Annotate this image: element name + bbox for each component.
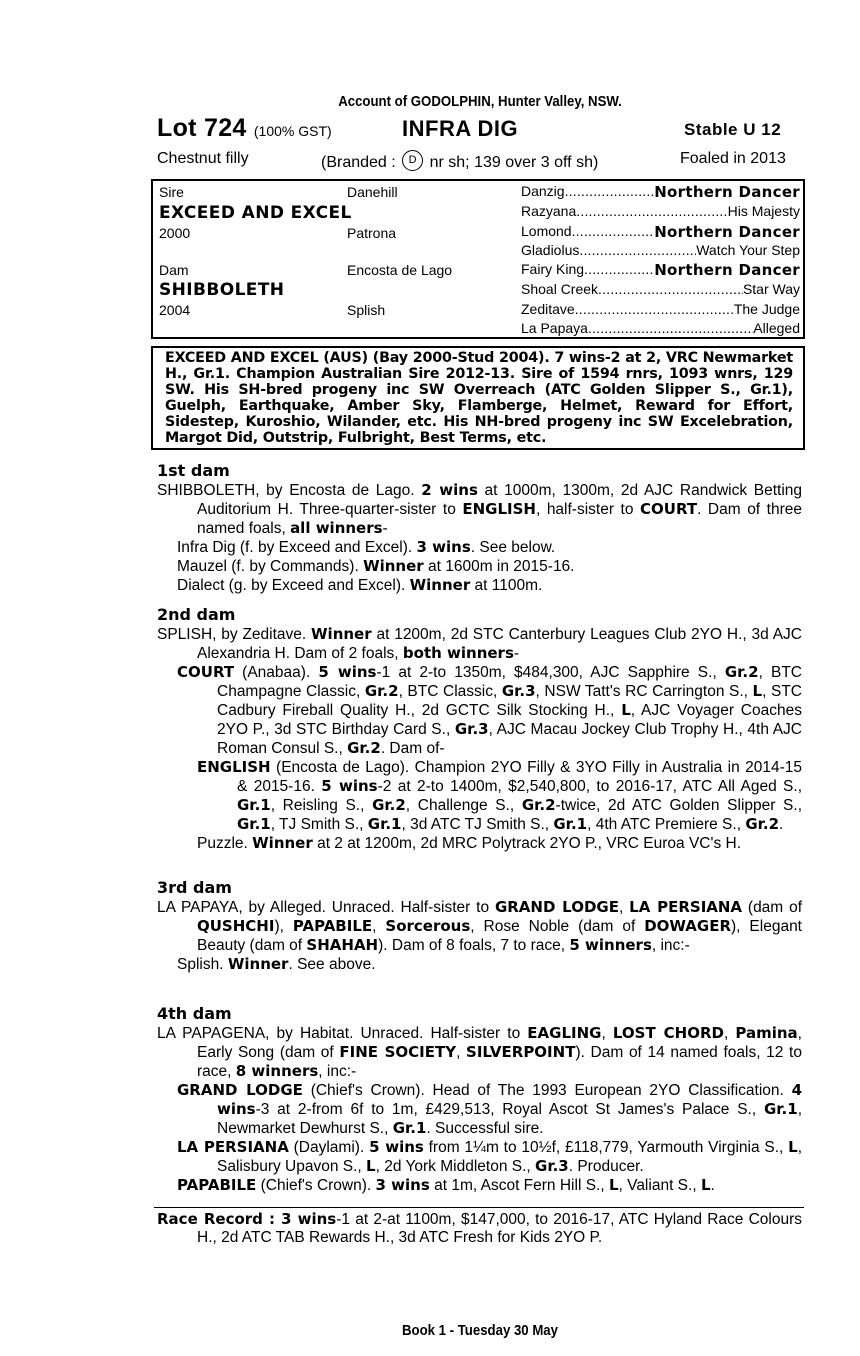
text-segment: (Encosta de Lago). Champion 2YO Filly & 3YO Filly in Australia in 2014-15 & 2015-16. <box>237 759 802 795</box>
brand-suffix: nr sh; 139 over 3 off sh) <box>425 154 599 171</box>
sire-summary-text: EXCEED AND EXCEL (AUS) (Bay 2000-Stud 2004). 7 wins-2 at 2, VRC Newmarket H., Gr.1. Champion Australian Sire 2012-13. Sire of 1594 rnrs, 1093 wnrs, 129 SW. His SH-bred progeny inc SW Overreach (ATC Golden Slipper S., Gr.1), Guelph, Earthquake, Amber Sky, Flamberge, Helmet, Reward for Effort, Sidestep, Kuroshio, Wilander, etc. His NH-bred progeny inc SW Excelebration, Margot Did, Outstrip, Fulbright, Best Terms, etc. <box>165 350 793 446</box>
text-segment: , inc:- <box>318 1063 357 1080</box>
dam-sire: Encosta de Lago <box>347 262 453 278</box>
pedigree-table <box>151 179 805 339</box>
text-segment: (Chief's Crown). Head of The 1993 European 2YO Classification. <box>302 1082 792 1099</box>
text-segment: COURT <box>640 500 698 518</box>
first-dam-heading: 1st dam <box>157 461 230 480</box>
text-segment: SHAHAH <box>306 936 379 954</box>
text-segment: at 1100m. <box>470 577 543 594</box>
text-segment: (dam of <box>742 899 802 916</box>
lot-label: Lot 724 <box>157 114 247 142</box>
foaled-year: Foaled in 2013 <box>680 150 786 167</box>
progeny-dialect <box>157 576 802 595</box>
text-segment: at 2 at 1200m, 2d MRC Polytrack 2YO P., VRC Euroa VC's H. <box>312 835 741 852</box>
text-segment: ), <box>274 918 293 935</box>
english-record <box>157 758 802 834</box>
divider-line <box>154 1207 804 1208</box>
race-record-section <box>157 1210 802 1247</box>
text-segment: Winner <box>409 576 471 594</box>
text-segment: , AJC Voyager Coaches 2YO P., 3d STC Birthday Card S., <box>217 702 802 738</box>
grandparent-sire: Star Way <box>742 281 800 297</box>
puzzle-record <box>157 834 802 853</box>
third-dam-section <box>157 878 802 974</box>
text-segment: , 2d York Middleton S., <box>375 1158 536 1175</box>
text-segment: Gr.3 <box>535 1157 569 1175</box>
text-segment: . Producer. <box>568 1158 644 1175</box>
second-dam-section <box>157 605 802 853</box>
text-segment: SPLISH, by Zeditave. <box>157 626 312 643</box>
leader-dots <box>576 203 727 219</box>
sire-label: Sire <box>159 184 184 200</box>
progeny-infra-dig <box>157 538 802 557</box>
text-segment: L <box>366 1157 376 1175</box>
text-segment: COURT <box>177 663 235 681</box>
gst-note: (100% GST) <box>253 123 332 139</box>
text-segment: Infra Dig (f. by Exceed and Excel). <box>177 539 417 556</box>
text-segment: , half-sister to <box>535 501 641 518</box>
sire-name: EXCEED AND EXCEL <box>159 203 352 223</box>
grandparent-name: Fairy King <box>521 261 585 277</box>
text-segment: , NSW Tatt's RC Carrington S., <box>535 683 753 700</box>
text-segment: 5 wins <box>318 663 377 681</box>
grandparent-row <box>521 242 800 258</box>
fourth-dam-section <box>157 1004 802 1195</box>
text-segment: Gr.1 <box>367 815 402 833</box>
text-segment: ), Elegant Beauty (dam of <box>197 918 802 954</box>
text-segment: 2 wins <box>421 481 478 499</box>
text-segment: GRAND LODGE <box>494 898 619 916</box>
text-segment: DOWAGER <box>644 917 732 935</box>
text-segment: QUSHCHI <box>197 917 275 935</box>
text-segment: 4 wins <box>217 1081 803 1118</box>
text-segment: , BTC Classic, <box>398 683 502 700</box>
grandparent-name: Shoal Creek <box>521 281 599 297</box>
text-segment: Gr.2 <box>372 796 406 814</box>
second-dam-text <box>157 625 802 663</box>
text-segment: -twice, 2d ATC Golden Slipper S., <box>555 797 803 814</box>
text-segment: ). Dam of 8 foals, 7 to race, <box>378 937 570 954</box>
text-segment: Pamina <box>735 1024 798 1042</box>
first-dam-text <box>157 481 802 538</box>
text-segment: Gr.2 <box>364 682 399 700</box>
text-segment: . Dam of three named foals, <box>197 501 802 537</box>
text-segment: Gr.1 <box>553 815 588 833</box>
text-segment: ). Dam of 14 named foals, 12 to race, <box>197 1044 802 1080</box>
dam-dam: Splish <box>347 302 386 318</box>
dam-label: Dam <box>159 262 189 278</box>
grandparent-row <box>521 223 800 241</box>
text-segment: Winner <box>227 955 289 973</box>
text-segment: , <box>372 918 386 935</box>
first-dam-section <box>157 461 802 595</box>
text-segment: , Early Song (dam of <box>197 1025 802 1061</box>
text-segment: , BTC Champagne Classic, <box>217 664 802 700</box>
grandparent-row <box>521 301 800 317</box>
grandparent-name: La Papaya <box>521 320 588 336</box>
grandparent-sire: Alleged <box>753 320 800 336</box>
text-segment: Gr.1 <box>237 815 271 833</box>
text-segment: LA PAPAYA, by Alleged. Unraced. Half-sister to <box>157 899 495 916</box>
text-segment: at 1m, Ascot Fern Hill S., <box>429 1177 609 1194</box>
text-segment: - <box>513 645 520 662</box>
leader-dots <box>579 242 696 258</box>
text-segment: EAGLING <box>527 1024 602 1042</box>
text-segment: 5 winners <box>569 936 652 954</box>
grandparent-sire: Watch Your Step <box>696 242 800 258</box>
text-segment: Mauzel (f. by Commands). <box>177 558 364 575</box>
sire-sire: Danehill <box>347 184 398 200</box>
text-segment: Winner <box>363 557 424 575</box>
text-segment: . Successful sire. <box>426 1120 544 1137</box>
grandparent-row <box>521 183 800 201</box>
text-segment: , inc:- <box>651 937 690 954</box>
dam-name: SHIBBOLETH <box>159 280 285 300</box>
text-segment: , Rose Noble (dam of <box>470 918 645 935</box>
brand-mark-icon: D <box>402 150 423 171</box>
text-segment: (Anabaa). <box>234 664 319 681</box>
la-persiana-record <box>157 1138 802 1176</box>
papabile-record <box>157 1176 802 1195</box>
text-segment: LA PERSIANA <box>629 898 743 916</box>
grandparent-row <box>521 281 800 297</box>
text-segment: at 1200m, 2d STC Canterbury Leagues Club 2YO H., 3d AJC Alexandria H. Dam of 2 foals, <box>197 626 802 662</box>
leader-dots <box>572 223 655 241</box>
vendor-account: Account of GODOLPHIN, Hunter Valley, NSW. <box>338 93 622 110</box>
text-segment: at 1600m in 2015-16. <box>423 558 575 575</box>
third-dam-heading: 3rd dam <box>157 878 232 897</box>
sire-year: 2000 <box>159 225 191 241</box>
grandparent-name: Razyana <box>521 203 577 219</box>
text-segment: Gr.2 <box>745 815 780 833</box>
race-record-text <box>157 1210 802 1247</box>
text-segment: - <box>382 520 388 537</box>
text-segment: Gr.1 <box>237 796 271 814</box>
text-segment: -3 at 2-from 6f to 1m, £429,513, Royal Ascot St James's Palace S., <box>255 1101 764 1118</box>
text-segment: GRAND LODGE <box>177 1081 303 1099</box>
grandparent-name: Lomond <box>521 223 572 239</box>
grandparent-row <box>521 203 800 219</box>
text-segment: PAPABILE <box>292 917 373 935</box>
text-segment: 5 wins <box>369 1138 424 1156</box>
third-dam-text <box>157 898 802 955</box>
grandparent-sire: Northern Dancer <box>654 183 800 201</box>
leader-dots <box>565 183 655 201</box>
text-segment: L <box>608 1176 619 1194</box>
text-segment: ENGLISH <box>197 758 271 776</box>
stable-number: Stable U 12 <box>684 120 782 139</box>
grand-lodge-record <box>157 1081 802 1138</box>
text-segment: , Salisbury Upavon S., <box>217 1139 802 1175</box>
text-segment: -1 at 2-to 1350m, $484,300, AJC Sapphire S., <box>376 664 725 681</box>
text-segment: Gr.2 <box>347 739 381 757</box>
sire-dam: Patrona <box>347 225 397 241</box>
grandparent-row <box>521 261 800 279</box>
text-segment: (Chief's Crown). <box>256 1177 376 1194</box>
grandparent-sire: His Majesty <box>727 203 800 219</box>
text-segment: , Reisling S., <box>270 797 373 814</box>
text-segment: , <box>723 1025 736 1042</box>
text-segment: SHIBBOLETH, by Encosta de Lago. <box>157 482 422 499</box>
brand-prefix: (Branded : <box>321 154 401 171</box>
text-segment: Splish. <box>177 956 228 973</box>
progeny-mauzel <box>157 557 802 576</box>
colour-sex: Chestnut filly <box>157 150 249 167</box>
text-segment: , Newmarket Dewhurst S., <box>217 1101 802 1137</box>
text-segment: Puzzle. <box>197 835 253 852</box>
grandparent-name: Zeditave <box>521 301 575 317</box>
page-footer: Book 1 - Tuesday 30 May <box>401 1322 559 1339</box>
text-segment: all winners <box>290 519 383 537</box>
text-segment: FINE SOCIETY <box>339 1043 457 1061</box>
second-dam-heading: 2nd dam <box>157 605 236 624</box>
text-segment: -2 at 2-to 1400m, $2,540,800, to 2016-17, ATC All Aged S., <box>377 778 802 795</box>
text-segment: Winner <box>252 834 313 852</box>
text-segment: . See above. <box>288 956 376 973</box>
leader-dots <box>598 281 743 297</box>
grandparent-name: Gladiolus <box>521 242 580 258</box>
text-segment: L <box>700 1176 711 1194</box>
text-segment: Gr.1 <box>392 1119 427 1137</box>
text-segment: 8 winners <box>235 1062 319 1080</box>
text-segment: -1 at 2-at 1100m, $147,000, to 2016-17, ATC Hyland Race Colours H., 2d ATC TAB Rewards H., 3d ATC Fresh for Kids 2YO P. <box>197 1211 802 1246</box>
leader-dots <box>575 301 734 317</box>
text-segment: Gr.1 <box>763 1100 798 1118</box>
grandparent-row <box>521 320 800 336</box>
text-segment: , <box>601 1025 613 1042</box>
grandparent-sire: The Judge <box>733 301 800 317</box>
text-segment: , TJ Smith S., <box>270 816 368 833</box>
text-segment: Gr.3 <box>501 682 536 700</box>
text-segment: Winner <box>311 625 372 643</box>
text-segment: SILVERPOINT <box>466 1043 576 1061</box>
grandparent-name: Danzig <box>521 183 565 199</box>
text-segment: . <box>779 816 784 833</box>
text-segment: , <box>618 899 630 916</box>
text-segment: L <box>621 701 631 719</box>
text-segment: at 1000m, 1300m, 2d AJC Randwick Betting Auditorium H. Three-quarter-sister to <box>197 482 803 518</box>
leader-dots <box>584 261 654 279</box>
sire-summary <box>151 346 805 450</box>
lot-number <box>157 114 332 143</box>
text-segment: 3 wins <box>416 538 471 556</box>
text-segment: Gr.2 <box>724 663 759 681</box>
text-segment: . Dam of- <box>380 740 445 757</box>
text-segment: PAPABILE <box>177 1176 257 1194</box>
text-segment: , AJC Macau Jockey Club Trophy H., 4th AJC Roman Consul S., <box>217 721 802 757</box>
text-segment: L <box>752 682 763 700</box>
text-segment: LOST CHORD <box>612 1024 724 1042</box>
text-segment: Race Record : 3 wins <box>157 1210 337 1228</box>
text-segment: L <box>788 1138 798 1156</box>
text-segment: , Challenge S., <box>405 797 522 814</box>
dam-year: 2004 <box>159 302 191 318</box>
fourth-dam-heading: 4th dam <box>157 1004 232 1023</box>
brand-details <box>321 150 598 172</box>
text-segment: , Valiant S., <box>618 1177 701 1194</box>
text-segment: (Daylami). <box>288 1139 370 1156</box>
splish-record <box>157 955 802 974</box>
text-segment: Gr.3 <box>454 720 489 738</box>
text-segment: LA PERSIANA <box>177 1138 289 1156</box>
text-segment: 3 wins <box>375 1176 430 1194</box>
court-record <box>157 663 802 758</box>
text-segment: . See below. <box>470 539 556 556</box>
text-segment: , 4th ATC Premiere S., <box>587 816 746 833</box>
text-segment: , STC Cadbury Fireball Quality H., 2d GCTC Silk Stocking H., <box>217 683 802 719</box>
text-segment: LA PAPAGENA, by Habitat. Unraced. Half-sister to <box>157 1025 528 1042</box>
text-segment: , <box>456 1044 467 1061</box>
text-segment: both winners <box>402 644 514 662</box>
text-segment: , 3d ATC TJ Smith S., <box>401 816 554 833</box>
text-segment: . <box>710 1177 715 1194</box>
text-segment: Gr.2 <box>521 796 556 814</box>
text-segment: ENGLISH <box>462 500 536 518</box>
text-segment: 5 wins <box>321 777 378 795</box>
text-segment: Sorcerous <box>385 917 471 935</box>
horse-name: INFRA DIG <box>402 116 519 141</box>
text-segment: Dialect (g. by Exceed and Excel). <box>177 577 410 594</box>
grandparent-sire: Northern Dancer <box>654 223 800 241</box>
text-segment: from 1¼m to 10½f, £118,779, Yarmouth Virginia S., <box>423 1139 789 1156</box>
leader-dots <box>588 320 753 336</box>
fourth-dam-text <box>157 1024 802 1081</box>
grandparent-sire: Northern Dancer <box>654 261 800 279</box>
